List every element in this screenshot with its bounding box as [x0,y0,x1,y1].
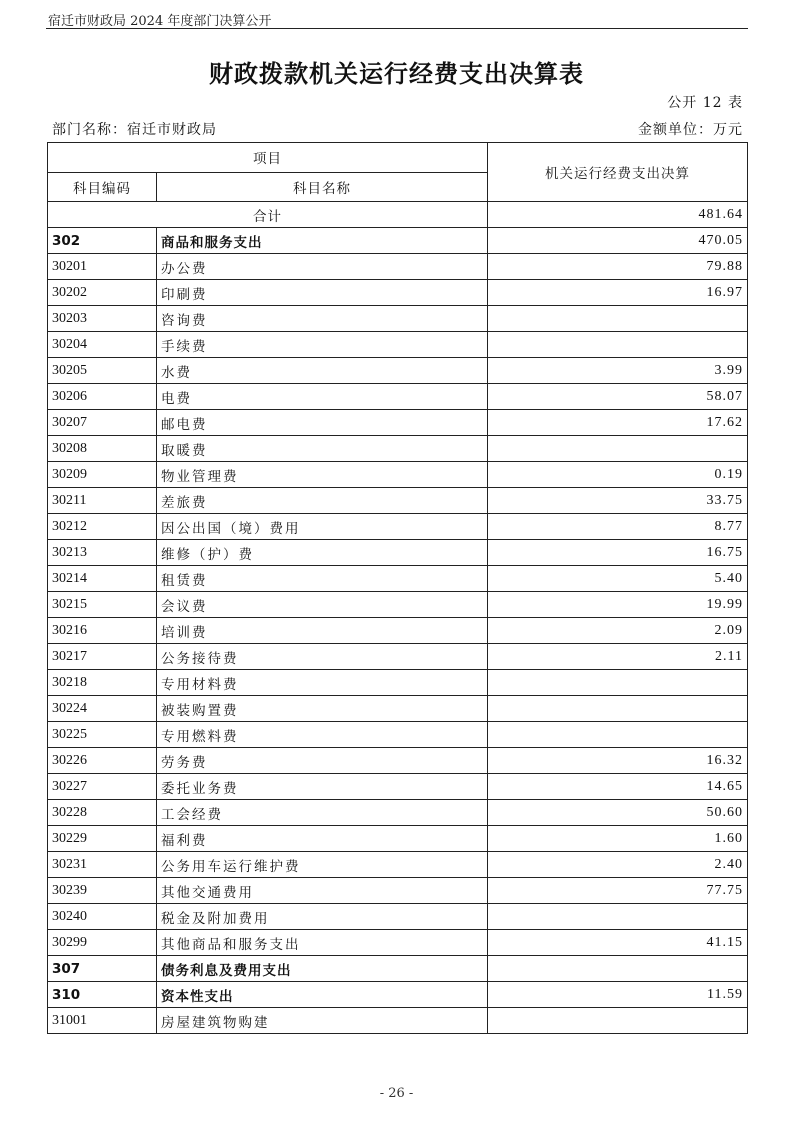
table-row [48,254,748,280]
cell-subject-code: 310 [48,982,157,1008]
cell-subject-name: 取暖费 [157,436,488,462]
cell-subject-code: 30202 [48,280,157,306]
cell-subject-name: 维修（护）费 [157,540,488,566]
cell-amount: 58.07 [488,384,748,410]
cell-subject-code: 30217 [48,644,157,670]
cell-subject-name: 邮电费 [157,410,488,436]
cell-subject-name: 因公出国（境）费用 [157,514,488,540]
total-label: 合计 [48,202,488,228]
cell-amount: 19.99 [488,592,748,618]
cell-subject-code: 30205 [48,358,157,384]
cell-amount: 2.09 [488,618,748,644]
cell-amount: 5.40 [488,566,748,592]
cell-subject-name: 电费 [157,384,488,410]
cell-subject-code: 30214 [48,566,157,592]
cell-subject-code: 30229 [48,826,157,852]
cell-subject-code: 30227 [48,774,157,800]
cell-amount [488,956,748,982]
cell-subject-name: 培训费 [157,618,488,644]
table-row [48,774,748,800]
table-row [48,384,748,410]
table-row [48,280,748,306]
column-header-item: 项目 [48,143,488,173]
cell-subject-code: 30218 [48,670,157,696]
cell-amount: 79.88 [488,254,748,280]
cell-amount: 2.11 [488,644,748,670]
cell-subject-code: 30299 [48,930,157,956]
table-row [48,878,748,904]
cell-amount [488,722,748,748]
cell-subject-code: 30225 [48,722,157,748]
cell-subject-code: 30228 [48,800,157,826]
cell-subject-name: 物业管理费 [157,462,488,488]
cell-subject-code: 31001 [48,1008,157,1034]
cell-subject-code: 30224 [48,696,157,722]
cell-amount: 16.75 [488,540,748,566]
cell-amount [488,696,748,722]
cell-amount: 16.97 [488,280,748,306]
column-header-amount: 机关运行经费支出决算 [488,143,748,202]
page-number: - 26 - [379,1086,414,1101]
cell-subject-name: 印刷费 [157,280,488,306]
cell-subject-name: 专用燃料费 [157,722,488,748]
cell-subject-name: 水费 [157,358,488,384]
cell-subject-name: 其他商品和服务支出 [157,930,488,956]
cell-subject-name: 工会经费 [157,800,488,826]
expenditure-table [47,142,748,1034]
cell-subject-name: 公务接待费 [157,644,488,670]
department-name: 部门名称：宿迁市财政局 [52,122,217,138]
cell-subject-name: 专用材料费 [157,670,488,696]
header-rule [46,28,748,29]
cell-subject-name: 福利费 [157,826,488,852]
cell-amount: 77.75 [488,878,748,904]
table-row [48,488,748,514]
table-row [48,410,748,436]
cell-amount: 16.32 [488,748,748,774]
cell-amount: 8.77 [488,514,748,540]
cell-amount: 3.99 [488,358,748,384]
table-row [48,592,748,618]
category-row [48,228,748,254]
table-number: 公开 12 表 [667,95,743,111]
table-row [48,358,748,384]
cell-subject-code: 30213 [48,540,157,566]
table-row [48,514,748,540]
cell-subject-code: 30226 [48,748,157,774]
total-row [48,202,748,228]
cell-subject-name: 差旅费 [157,488,488,514]
cell-subject-name: 租赁费 [157,566,488,592]
cell-amount [488,1008,748,1034]
cell-amount: 470.05 [488,228,748,254]
cell-amount: 17.62 [488,410,748,436]
table-row [48,618,748,644]
amount-unit: 金额单位：万元 [638,122,743,138]
category-row [48,956,748,982]
cell-subject-name: 税金及附加费用 [157,904,488,930]
cell-subject-name: 委托业务费 [157,774,488,800]
table-row [48,462,748,488]
cell-subject-code: 30211 [48,488,157,514]
cell-subject-code: 302 [48,228,157,254]
cell-amount: 41.15 [488,930,748,956]
cell-subject-name: 商品和服务支出 [157,228,488,254]
cell-subject-name: 公务用车运行维护费 [157,852,488,878]
table-row [48,566,748,592]
cell-subject-name: 其他交通费用 [157,878,488,904]
cell-subject-name: 会议费 [157,592,488,618]
category-row [48,982,748,1008]
cell-amount: 33.75 [488,488,748,514]
cell-subject-name: 办公费 [157,254,488,280]
total-amount: 481.64 [488,202,748,228]
cell-subject-code: 30215 [48,592,157,618]
cell-amount [488,904,748,930]
cell-amount: 50.60 [488,800,748,826]
table-row [48,826,748,852]
table-row [48,696,748,722]
table-row [48,748,748,774]
cell-amount: 14.65 [488,774,748,800]
table-row [48,436,748,462]
column-header-name: 科目名称 [157,172,488,202]
table-row [48,332,748,358]
table-row [48,930,748,956]
table-row [48,800,748,826]
page-title: 财政拨款机关运行经费支出决算表 [209,60,584,88]
cell-amount: 1.60 [488,826,748,852]
cell-subject-code: 30216 [48,618,157,644]
cell-subject-name: 资本性支出 [157,982,488,1008]
cell-subject-code: 30240 [48,904,157,930]
table-row [48,852,748,878]
table-row [48,904,748,930]
cell-subject-name: 房屋建筑物购建 [157,1008,488,1034]
table-row [48,670,748,696]
cell-subject-name: 手续费 [157,332,488,358]
cell-amount: 11.59 [488,982,748,1008]
cell-subject-code: 30208 [48,436,157,462]
cell-subject-name: 被装购置费 [157,696,488,722]
table-row [48,540,748,566]
cell-amount [488,436,748,462]
cell-subject-code: 30201 [48,254,157,280]
cell-subject-name: 债务利息及费用支出 [157,956,488,982]
cell-subject-code: 30207 [48,410,157,436]
table-row [48,1008,748,1034]
running-header: 宿迁市财政局 2024 年度部门决算公开 [48,14,272,29]
cell-subject-code: 30209 [48,462,157,488]
table-row [48,644,748,670]
cell-subject-code: 307 [48,956,157,982]
column-header-code: 科目编码 [48,172,157,202]
header-row-1 [48,143,748,173]
cell-subject-code: 30203 [48,306,157,332]
cell-subject-code: 30212 [48,514,157,540]
table-row [48,722,748,748]
cell-subject-name: 咨询费 [157,306,488,332]
cell-subject-code: 30231 [48,852,157,878]
cell-subject-name: 劳务费 [157,748,488,774]
cell-subject-code: 30204 [48,332,157,358]
table-row [48,306,748,332]
cell-amount [488,306,748,332]
cell-subject-code: 30239 [48,878,157,904]
cell-amount [488,670,748,696]
cell-amount [488,332,748,358]
cell-subject-code: 30206 [48,384,157,410]
cell-amount: 2.40 [488,852,748,878]
cell-amount: 0.19 [488,462,748,488]
